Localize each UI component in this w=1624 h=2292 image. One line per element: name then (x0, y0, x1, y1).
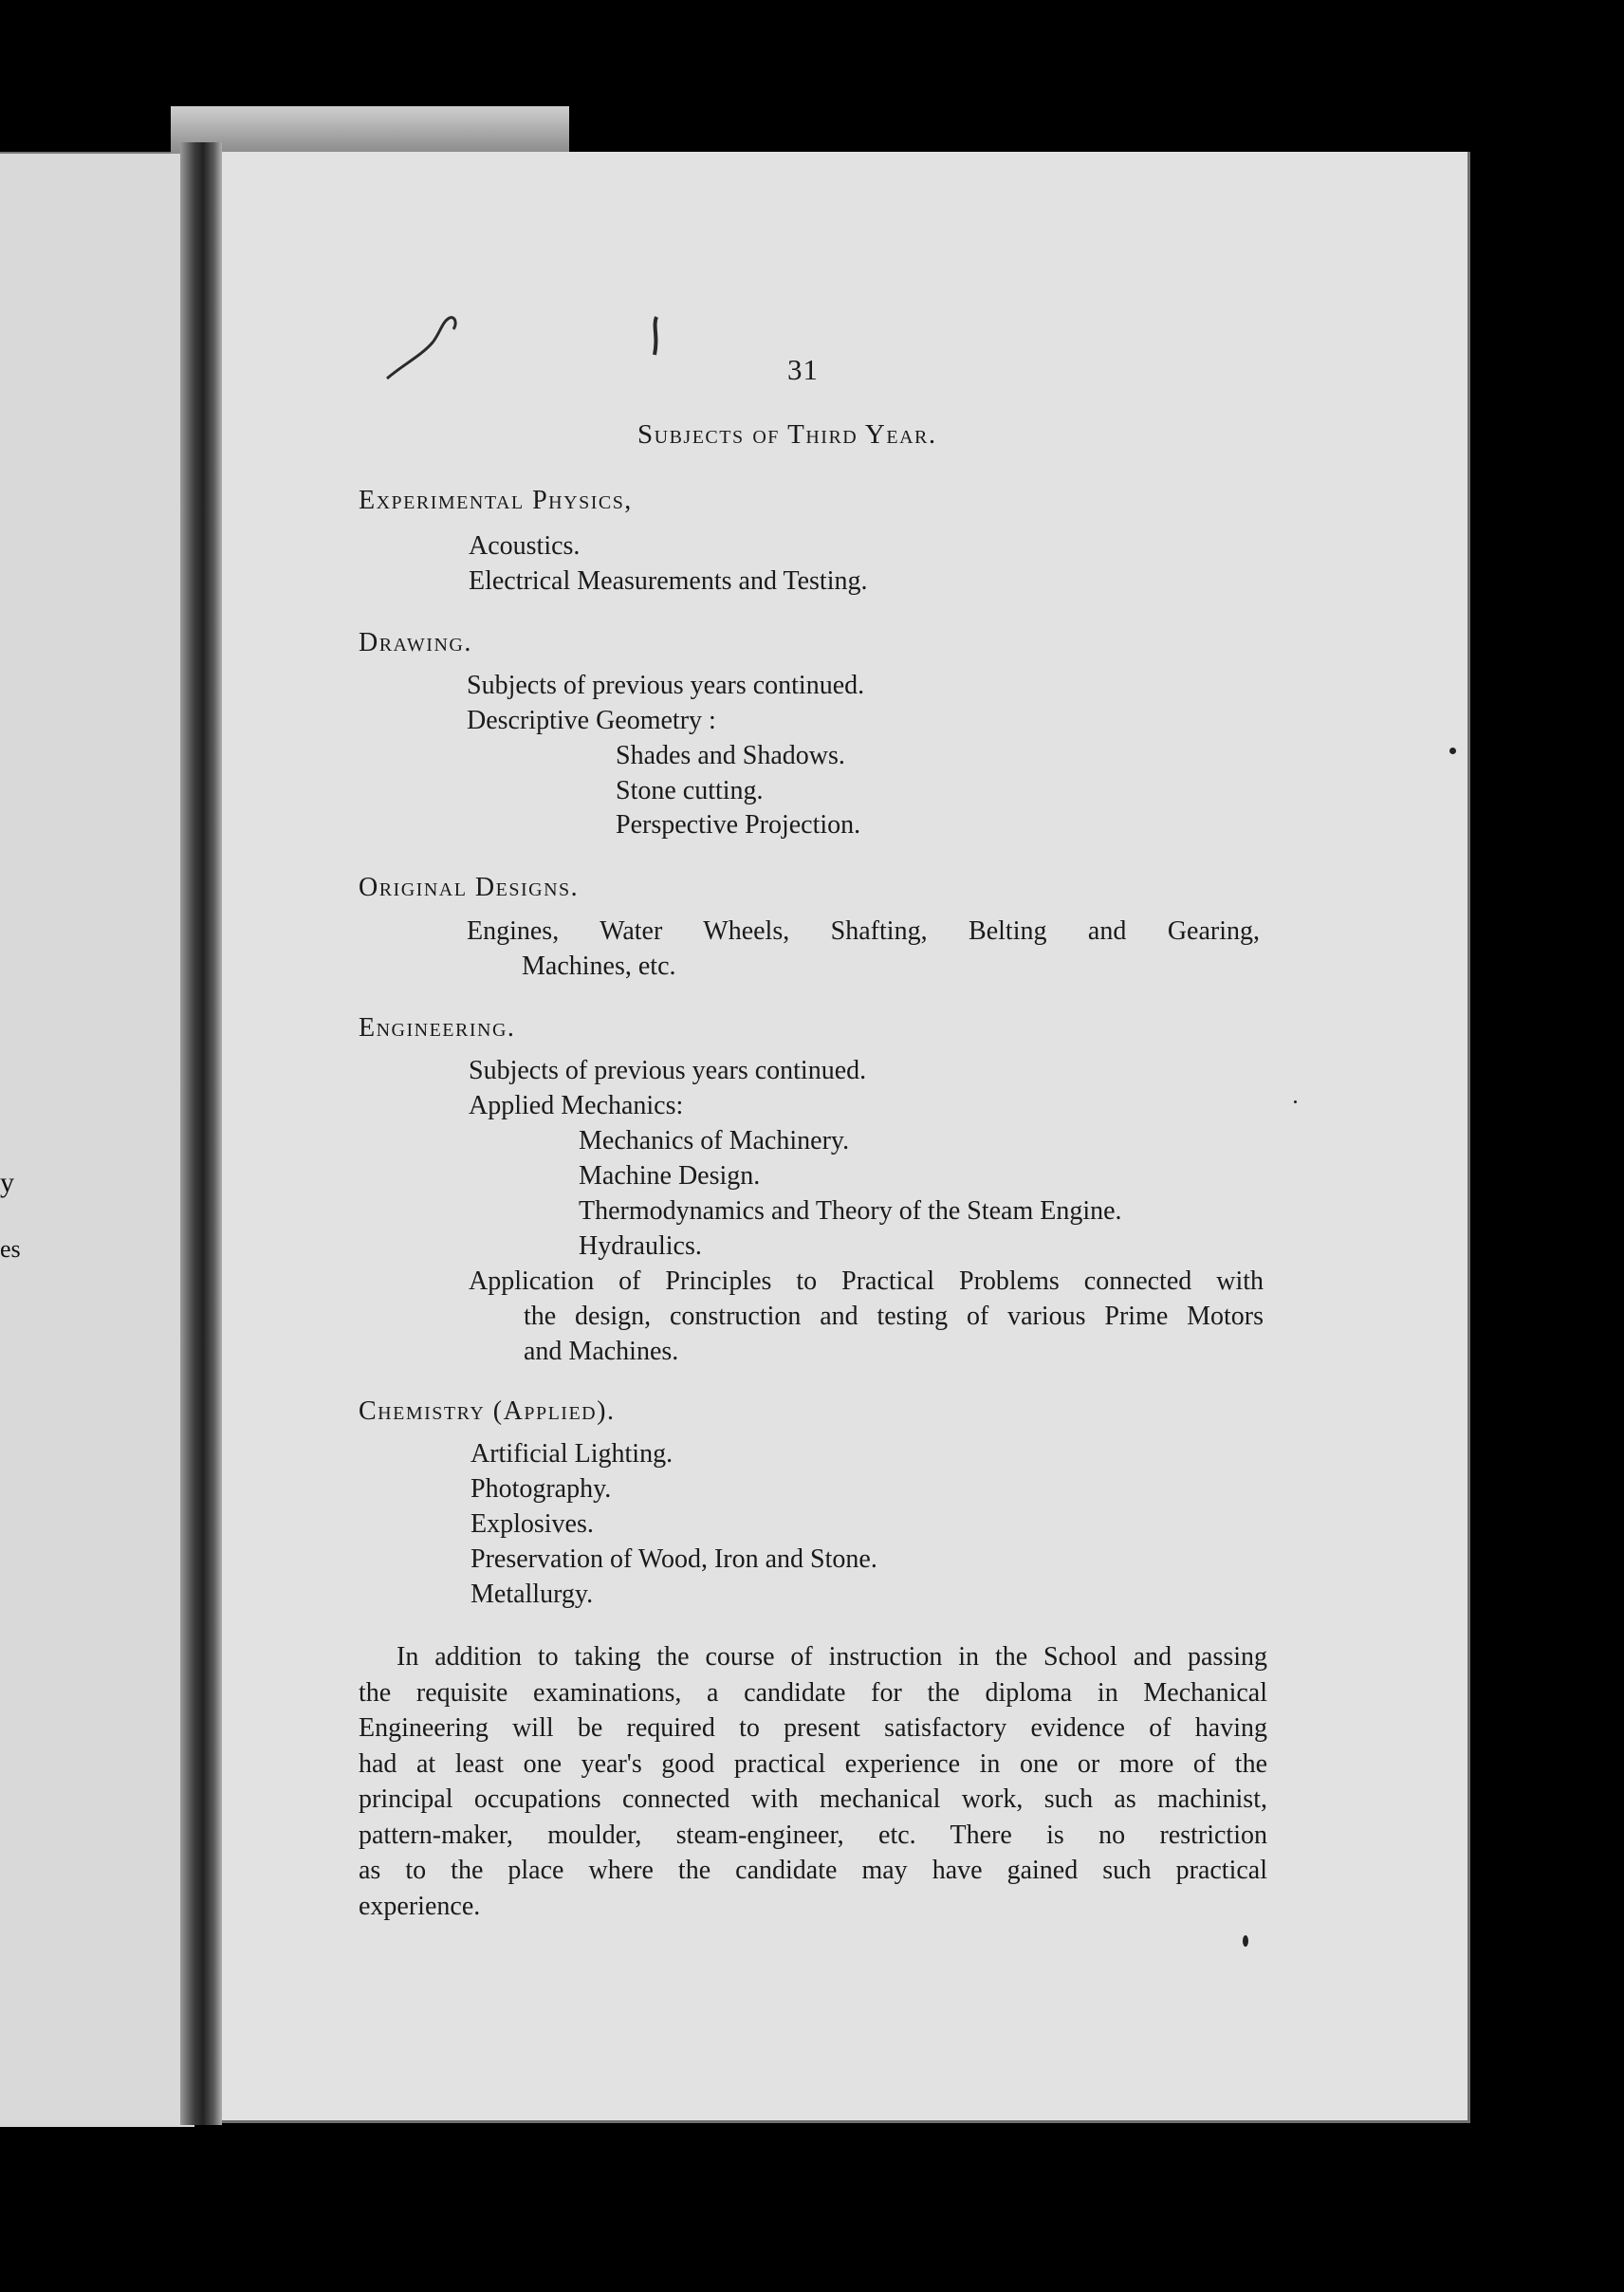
sub-item: Stone cutting. (616, 776, 764, 805)
list-item: Subjects of previous years continued. (469, 1056, 867, 1085)
list-item: Engines, Water Wheels, Shafting, Belting and Gearing, (467, 916, 1260, 946)
section-heading: Engineering. (359, 1013, 516, 1043)
sub-item: Shades and Shadows. (616, 741, 845, 770)
paragraph-line: as to the place where the candidate may have gained such practical (359, 1856, 1267, 1885)
paragraph-line: In addition to taking the course of instruction in the School and passing (397, 1642, 1267, 1672)
dust-speck (1449, 748, 1456, 754)
list-item: Descriptive Geometry : (467, 706, 716, 735)
list-item: Applied Mechanics: (469, 1091, 684, 1120)
book-gutter (180, 142, 222, 2125)
pencil-mark (383, 308, 469, 384)
list-item: and Machines. (524, 1337, 679, 1366)
left-facing-page (0, 152, 194, 2127)
sub-item: Hydraulics. (579, 1231, 702, 1261)
page-tabs (171, 106, 569, 154)
paragraph-line: principal occupations connected with mechanical work, such as machinist, (359, 1784, 1267, 1814)
left-page-fragment: y (0, 1167, 14, 1198)
page-number: 31 (787, 353, 819, 386)
list-item: Acoustics. (469, 531, 581, 561)
sub-item: Perspective Projection. (616, 810, 861, 840)
sub-item: Mechanics of Machinery. (579, 1126, 850, 1155)
list-item: Machines, etc. (522, 952, 676, 981)
sub-item: Machine Design. (579, 1161, 761, 1191)
paragraph-line: pattern-maker, moulder, steam-engineer, etc. There is no restriction (359, 1820, 1267, 1850)
list-item: Photography. (471, 1474, 612, 1504)
paragraph-line: the requisite examinations, a candidate for the diploma in Mechanical (359, 1677, 1267, 1708)
dust-speck (1294, 1100, 1297, 1103)
document-page (222, 152, 1470, 2123)
diploma-requirements-paragraph (359, 1639, 1267, 1924)
paragraph-line: experience. (359, 1891, 481, 1921)
page-title: Subjects of Third Year. (637, 419, 937, 450)
list-item: Application of Principles to Practical Problems connected with (469, 1266, 1264, 1296)
dust-speck (1243, 1935, 1248, 1947)
list-item: the design, construction and testing of various Prime Motors (524, 1302, 1264, 1331)
list-item: Subjects of previous years continued. (467, 671, 865, 700)
section-heading: Original Designs. (359, 873, 580, 902)
sub-item: Thermodynamics and Theory of the Steam Engine. (579, 1196, 1122, 1226)
list-item: Electrical Measurements and Testing. (469, 566, 868, 596)
list-item: Explosives. (471, 1509, 594, 1539)
list-item: Preservation of Wood, Iron and Stone. (471, 1544, 877, 1574)
section-heading: Experimental Physics, (359, 486, 633, 515)
paragraph-line: Engineering will be required to present satisfactory evidence of having (359, 1713, 1267, 1743)
pencil-mark (647, 313, 666, 360)
paragraph-line: had at least one year's good practical experience in one or more of the (359, 1748, 1267, 1779)
section-heading: Chemistry (Applied). (359, 1396, 616, 1426)
list-item: Artificial Lighting. (471, 1439, 674, 1469)
left-page-fragment: es (0, 1235, 21, 1263)
section-heading: Drawing. (359, 628, 472, 657)
list-item: Metallurgy. (471, 1580, 594, 1609)
